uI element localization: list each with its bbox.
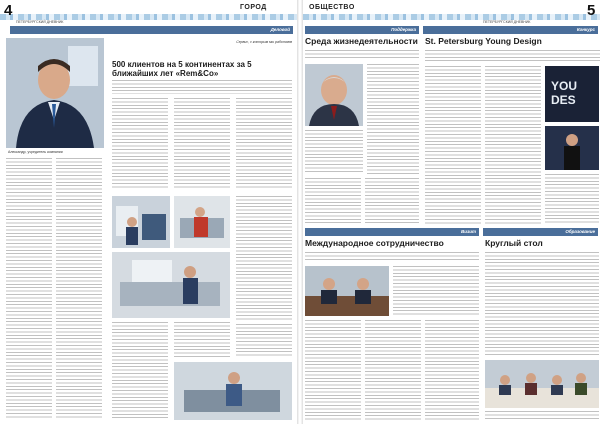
factory-graphic-1 [112, 196, 170, 248]
text-column-r11 [425, 320, 479, 420]
official-portrait-graphic [305, 64, 363, 126]
headline-living-environment: Среда жизнедеятельности [305, 36, 418, 46]
meeting-graphic [305, 266, 389, 316]
factory-photo-2 [174, 196, 230, 248]
round-table-graphic [485, 360, 599, 408]
headline-international: Международное сотрудничество [305, 238, 444, 248]
left-headline: 500 клиентов на 5 континентах за 5 ближайших лет «Rem&Co» [112, 60, 252, 78]
right-page [303, 0, 600, 424]
portrait-graphic [6, 38, 104, 148]
factory-graphic-3 [112, 252, 230, 318]
text-column-r12 [485, 252, 599, 356]
design-speaker-photo [545, 126, 599, 170]
left-page [0, 0, 297, 424]
portrait-photo [6, 38, 104, 148]
text-column-4 [174, 98, 230, 190]
headline-young-design: St. Petersburg Young Design [425, 36, 542, 46]
factory-photo-4 [174, 362, 292, 420]
text-column-r9 [305, 320, 361, 420]
right-decor-stripe [303, 14, 600, 20]
left-subheader: ПЕТЕРБУРГСКИЙ ДНЕВНИК [16, 20, 64, 24]
text-column-r2 [305, 130, 363, 174]
text-column-r6 [485, 66, 541, 224]
rubric-support: Поддержка [305, 26, 419, 34]
text-column-r4 [365, 178, 419, 224]
rubric-contest: Конкурс [423, 26, 598, 34]
text-column-r5 [425, 66, 481, 224]
design-speaker-graphic [545, 126, 599, 170]
text-column-9 [236, 324, 292, 358]
text-column-6 [236, 196, 292, 320]
round-table-caption [485, 411, 599, 420]
text-column-7 [112, 322, 168, 420]
text-column-r3 [305, 178, 361, 224]
right-section-title: ОБЩЕСТВО [309, 4, 355, 11]
factory-photo-3 [112, 252, 230, 318]
meeting-photo [305, 266, 389, 316]
factory-graphic-2 [174, 196, 230, 248]
design-stage-graphic [545, 66, 599, 122]
factory-photo-1 [112, 196, 170, 248]
portrait-caption: Александр, учредитель компании [8, 150, 63, 154]
rubric-education: Образование [483, 228, 598, 236]
round-table-photo [485, 360, 599, 408]
left-page-number: 4 [4, 2, 13, 19]
left-rubric: Деловой [10, 26, 293, 34]
lead-paragraph [112, 80, 292, 94]
svg-text:DES: DES [551, 93, 576, 107]
lead-international [305, 252, 479, 262]
quote-caption: Сервис, с которым мы работаем [236, 40, 292, 44]
svg-text:YOU: YOU [551, 79, 578, 93]
factory-graphic-4 [174, 362, 292, 420]
text-column-r10 [365, 320, 421, 420]
text-column-r8 [393, 266, 479, 316]
right-page-number: 5 [587, 2, 596, 19]
text-column-3 [112, 98, 168, 190]
text-column-8 [174, 322, 230, 358]
headline-round-table: Круглый стол [485, 238, 543, 248]
lead-young-design [425, 50, 600, 62]
text-column-5 [236, 98, 292, 190]
rubric-visit: Визит [305, 228, 479, 236]
text-column-r1 [367, 64, 419, 174]
text-column-2 [56, 158, 102, 420]
design-stage-photo [545, 66, 599, 122]
right-subheader: ПЕТЕРБУРГСКИЙ ДНЕВНИК [483, 20, 531, 24]
text-column-r7 [545, 174, 599, 224]
lead-living-environment [305, 50, 419, 60]
official-portrait [305, 64, 363, 126]
left-section-title: ГОРОД [240, 4, 267, 11]
text-column-1 [6, 158, 52, 420]
